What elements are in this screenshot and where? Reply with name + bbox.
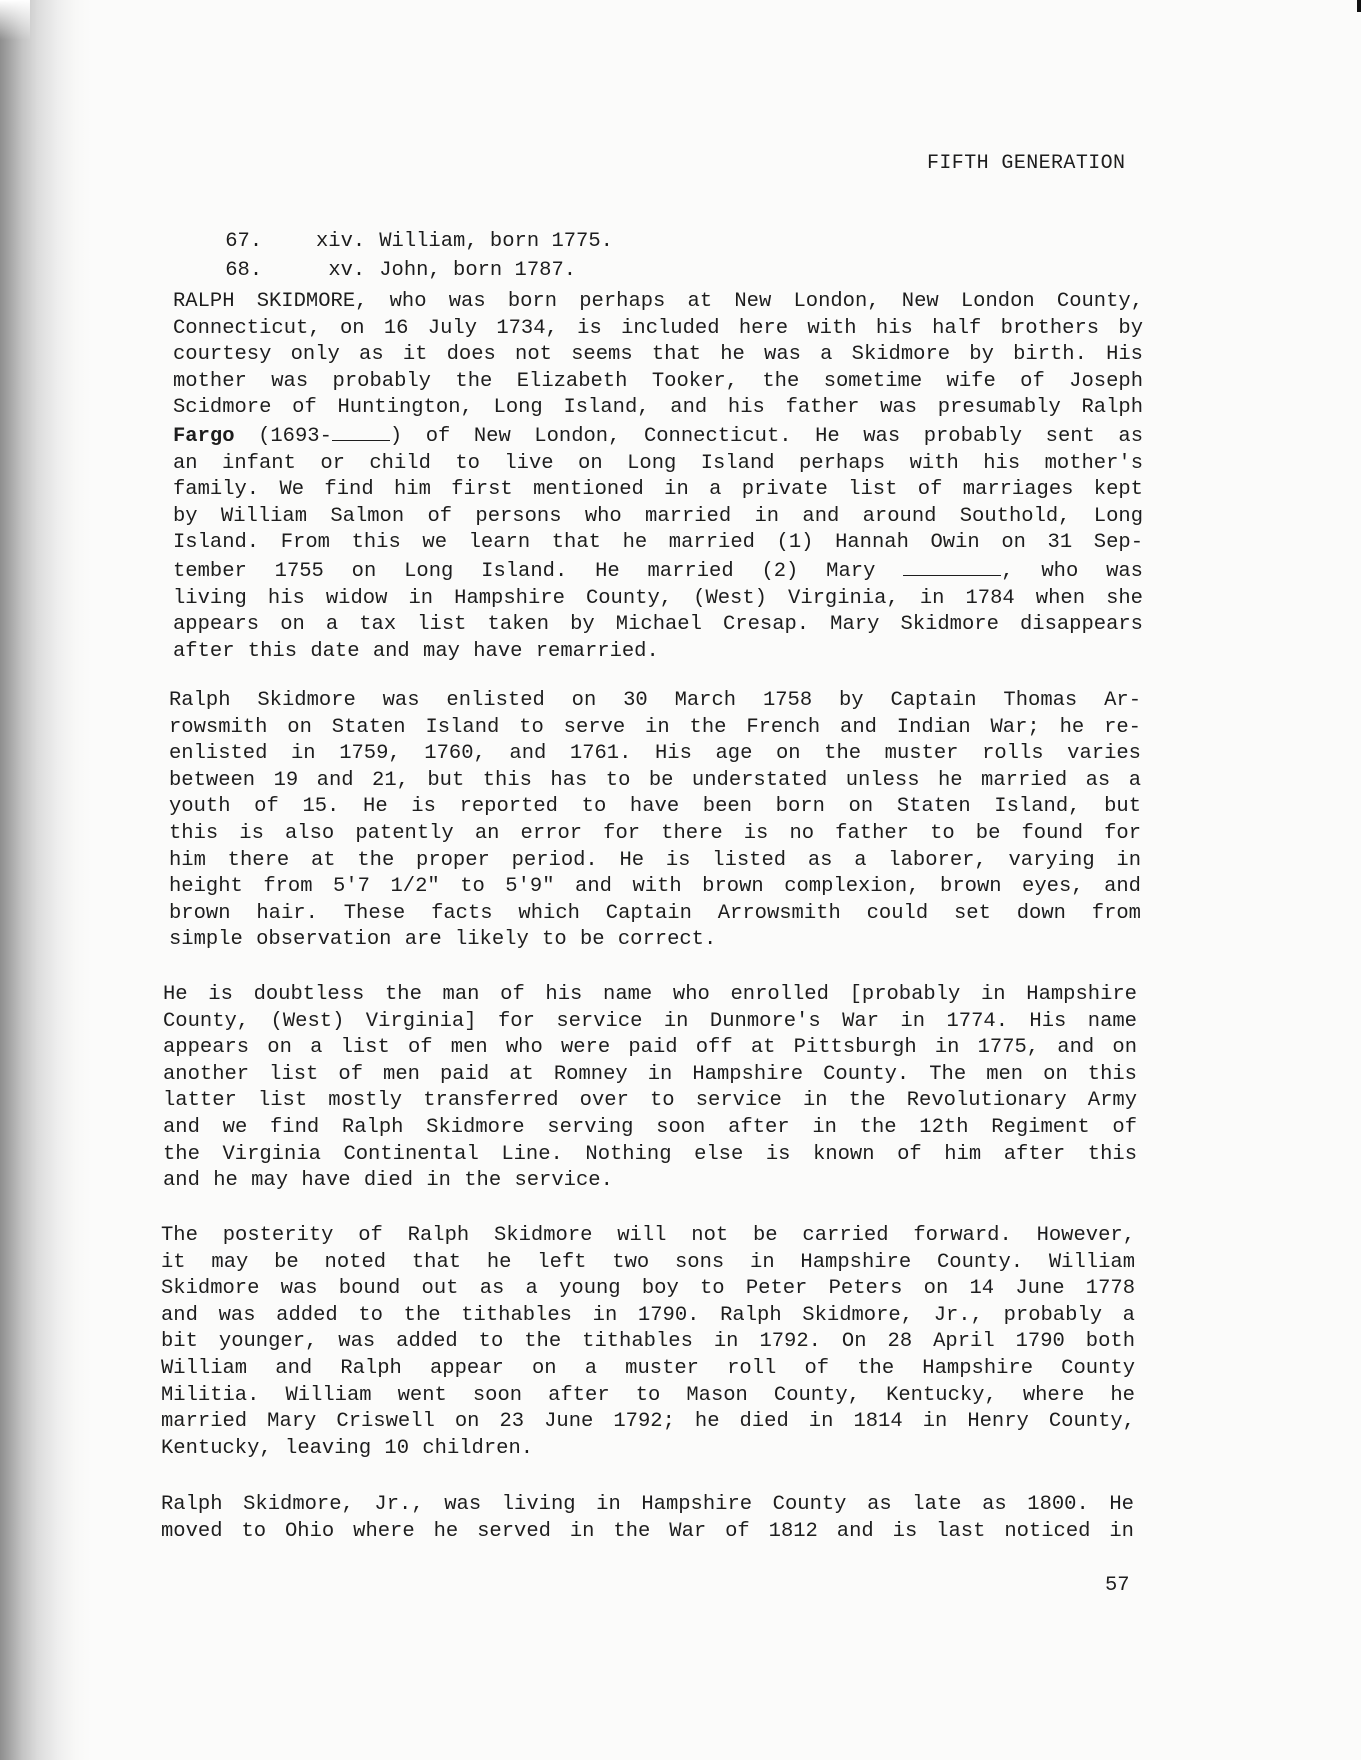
- running-header: FIFTH GENERATION: [927, 152, 1126, 175]
- text-line: Connecticut, on 16 July 1734, is included here with his half brothers by: [173, 316, 1143, 340]
- mary-line-end: , who was: [1001, 559, 1143, 583]
- list-item-number: 67.: [225, 230, 263, 253]
- text-line: latter list mostly transferred over to service in the Revolutionary Army: [163, 1089, 1137, 1113]
- blank-surname: [903, 557, 1001, 576]
- text-line: and was added to the tithables in 1790. Ralph Skidmore, Jr., probably a: [161, 1303, 1135, 1327]
- text-line: Skidmore was bound out as a young boy to Peter Peters on 14 June 1778: [161, 1277, 1135, 1301]
- text-line: after this date and may have remarried.: [173, 639, 659, 663]
- text-line: appears on a list of men who were paid off at Pittsburgh in 1775, and on: [163, 1036, 1137, 1060]
- text-line: simple observation are likely to be correct.: [169, 928, 717, 952]
- text-line: height from 5'7 1/2" to 5'9" and with brown complexion, brown eyes, and: [169, 875, 1141, 899]
- list-item-text: William, born 1775.: [379, 230, 613, 253]
- text-line: Kentucky, leaving 10 children.: [161, 1436, 534, 1460]
- paragraph-enlistment: [169, 688, 1141, 954]
- paragraph-ralph-jr: [161, 1492, 1134, 1545]
- text-line: appears on a tax list taken by Michael Cresap. Mary Skidmore disappears: [173, 613, 1143, 637]
- text-line: County, (West) Virginia] for service in Dunmore's War in 1774. His name: [163, 1009, 1137, 1033]
- text-line: Ralph Skidmore was enlisted on 30 March 1758 by Captain Thomas Ar-: [169, 689, 1141, 712]
- text-line: married Mary Criswell on 23 June 1792; he died in 1814 in Henry County,: [161, 1410, 1135, 1434]
- text-line: The posterity of Ralph Skidmore will not be carried forward. However,: [161, 1224, 1135, 1247]
- text-line: between 19 and 21, but this has to be understated unless he married as a: [169, 768, 1141, 792]
- fargo-dates-end: ) of New London, Connecticut. He was probably sent as: [389, 424, 1143, 448]
- text-line: rowsmith on Staten Island to serve in the French and Indian War; he re-: [169, 715, 1141, 739]
- text-line-fargo: [173, 422, 1143, 451]
- text-line: Scidmore of Huntington, Long Island, and his father was presumably Ralph: [173, 396, 1143, 420]
- text-line: and we find Ralph Skidmore serving soon after in the 12th Regiment of: [163, 1115, 1137, 1139]
- text-line: by William Salmon of persons who married in and around Southold, Long: [173, 504, 1143, 528]
- list-item-text: John, born 1787.: [379, 259, 577, 282]
- text-line: RALPH SKIDMORE, who was born perhaps at New London, New London County,: [173, 290, 1143, 313]
- fargo-dates-start: (1693-: [258, 424, 332, 448]
- text-line: the Virginia Continental Line. Nothing else is known of him after this: [163, 1142, 1137, 1166]
- text-line: living his widow in Hampshire County, (West) Virginia, in 1784 when she: [173, 586, 1143, 610]
- text-line: He is doubtless the man of his name who enrolled [probably in Hampshire: [163, 983, 1137, 1006]
- text-line: enlisted in 1759, 1760, and 1761. His age on the muster rolls varies: [169, 742, 1141, 766]
- text-line: Island. From this we learn that he married (1) Hannah Owin on 31 Sep-: [173, 531, 1143, 555]
- text-line: brown hair. These facts which Captain Arrowsmith could set down from: [169, 901, 1141, 925]
- text-line: William and Ralph appear on a muster roll of the Hampshire County: [161, 1356, 1135, 1380]
- text-line: bit younger, was added to the tithables in 1792. On 28 April 1790 both: [161, 1330, 1135, 1354]
- text-line: an infant or child to live on Long Island perhaps with his mother's: [173, 451, 1143, 475]
- text-line: family. We find him first mentioned in a private list of marriages kept: [173, 478, 1143, 502]
- text-line: and he may have died in the service.: [163, 1169, 613, 1193]
- text-line: moved to Ohio where he served in the War of 1812 and is last noticed in: [161, 1519, 1134, 1543]
- blank-year: [332, 422, 390, 441]
- fargo-name: Fargo: [173, 424, 235, 448]
- list-item-roman: xiv.: [316, 230, 366, 253]
- binding-shadow: [0, 0, 92, 1760]
- text-line: this is also patently an error for there is no father to be found for: [169, 821, 1141, 845]
- text-line: another list of men paid at Romney in Hampshire County. The men on this: [163, 1062, 1137, 1086]
- mary-line-start: tember 1755 on Long Island. He married (2) Mary: [173, 559, 876, 583]
- text-line: Militia. William went soon after to Mason County, Kentucky, where he: [161, 1383, 1135, 1407]
- text-line-mary: [173, 557, 1143, 586]
- page-number: 57: [1105, 1574, 1130, 1597]
- text-line: it may be noted that he left two sons in Hampshire County. William: [161, 1250, 1135, 1274]
- list-item: [176, 198, 613, 253]
- binding-shadow-top: [0, 0, 30, 40]
- paragraph-ralph-skidmore-birth: [173, 289, 1143, 665]
- list-item-roman: xv.: [328, 259, 366, 282]
- text-line: youth of 15. He is reported to have been born on Staten Island, but: [169, 795, 1141, 819]
- text-line: courtesy only as it does not seems that he was a Skidmore by birth. His: [173, 343, 1143, 367]
- children-list: [176, 198, 613, 282]
- list-item-number: 68.: [225, 259, 263, 282]
- corner-mark: [1357, 0, 1361, 12]
- text-line: mother was probably the Elizabeth Tooker, the sometime wife of Joseph: [173, 369, 1143, 393]
- paragraph-dunmores-war: [163, 982, 1137, 1195]
- text-line: Ralph Skidmore, Jr., was living in Hampshire County as late as 1800. He: [161, 1493, 1134, 1516]
- paragraph-posterity: [161, 1223, 1135, 1462]
- text-line: him there at the proper period. He is listed as a laborer, varying in: [169, 848, 1141, 872]
